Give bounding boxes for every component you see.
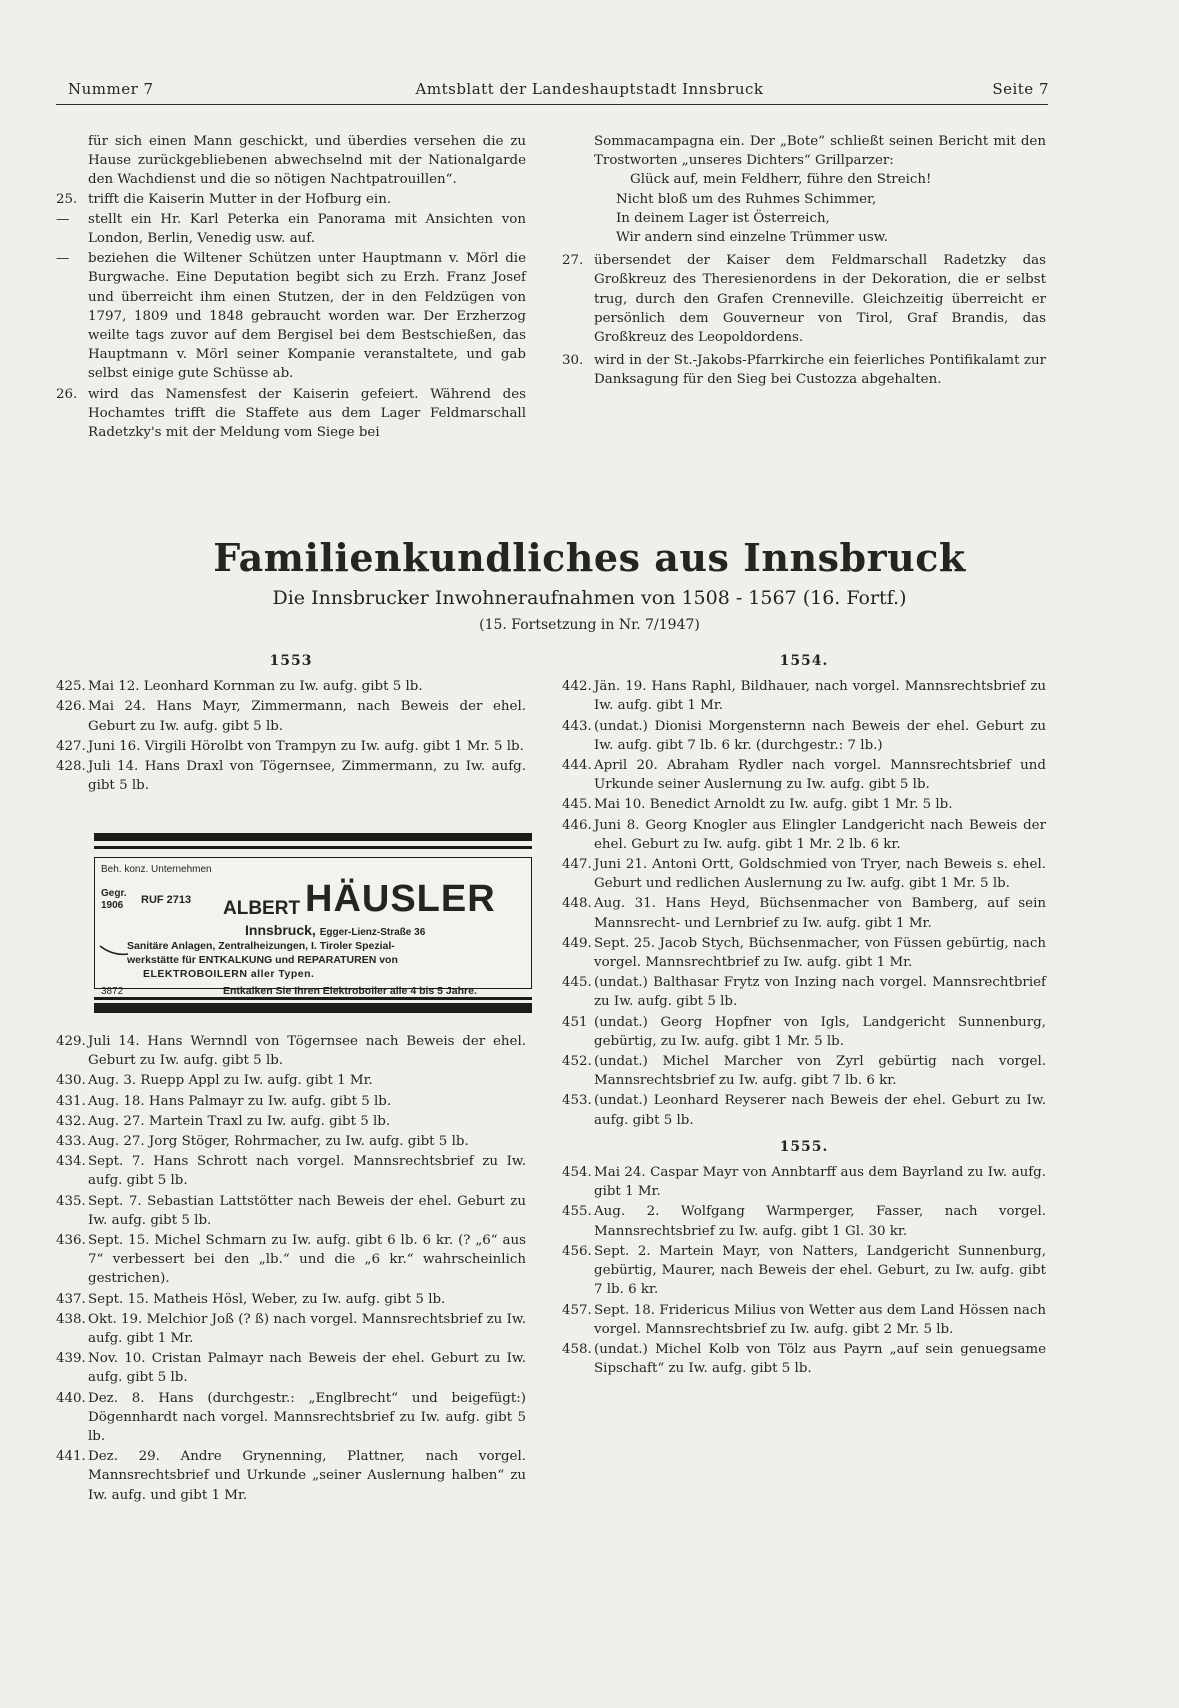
- entry-text: (undat.) Georg Hopfner von Igls, Landgericht Sunnenburg, gebürtig, zu Iw. aufg. gibt 1 Mr. 5 lb.: [594, 1014, 1046, 1049]
- intro-paragraph: Sommacampagna ein. Der „Bote“ schließt seinen Bericht mit den Trostworten „unseres Dichters“ Grillparzer:: [594, 134, 1046, 169]
- entry-number: 428.: [56, 759, 86, 775]
- register-entry: [562, 973, 1046, 1011]
- entry-number: 439.: [56, 1351, 86, 1367]
- entry-number: 458.: [562, 1341, 592, 1357]
- poem-line: In deinem Lager ist Österreich,: [616, 210, 830, 226]
- register-entry: [56, 1152, 526, 1190]
- entry-text: Aug. 18. Hans Palmayr zu Iw. aufg. gibt 5 lb.: [88, 1093, 392, 1109]
- poem-line: Glück auf, mein Feldherr, führe den Streich!: [630, 172, 932, 188]
- register-entry: [562, 1202, 1046, 1240]
- entry-number: 25.: [56, 191, 78, 207]
- entry-number: 430.: [56, 1073, 86, 1089]
- entry-text: Mai 10. Benedict Arnoldt zu Iw. aufg. gibt 1 Mr. 5 lb.: [594, 797, 953, 813]
- entry-number: 445.: [562, 975, 592, 991]
- ad-company-type: Beh. konz. Unternehmen: [101, 864, 212, 875]
- register-entry: [562, 855, 1046, 893]
- entry-text: Aug. 27. Martein Traxl zu Iw. aufg. gibt 5 lb.: [88, 1113, 391, 1129]
- year-heading: 1555.: [779, 1138, 829, 1155]
- entry-number: 445.: [562, 797, 592, 813]
- register-entry: [56, 1192, 526, 1230]
- entry-text: Aug. 31. Hans Heyd, Büchsenmacher von Bamberg, auf sein Mannsrecht- und Lernbrief zu Iw. aufg. gibt 1 Mr.: [594, 896, 1046, 931]
- register-entry: [56, 1032, 526, 1070]
- poem-line: Wir andern sind einzelne Trümmer usw.: [616, 230, 888, 246]
- entry-number: 453.: [562, 1093, 592, 1109]
- entry-text: Dez. 29. Andre Grynenning, Plattner, nach vorgel. Mannsrechtsbrief und Urkunde „seiner Auslernung halben“ zu Iw. aufg. und gibt 1 Mr.: [88, 1449, 526, 1503]
- entry-text: Okt. 19. Melchior Joß (? ß) nach vorgel. Mannsrechtsbrief zu Iw. aufg. gibt 1 Mr.: [88, 1311, 526, 1347]
- register-entry: [56, 1231, 526, 1289]
- entry-text: trifft die Kaiserin Mutter in der Hofburg ein.: [88, 191, 392, 207]
- lower-right-column: [562, 646, 1046, 1379]
- register-entry: [562, 1091, 1046, 1129]
- entry-text: Sept. 15. Michel Schmarn zu Iw. aufg. gibt 6 lb. 6 kr. (? „6“ aus 7“ verbessert bei den „lb.“ und die „6 kr.“ wahrscheinlich gestrichen).: [88, 1233, 526, 1287]
- ad-street: Egger-Lienz-Straße 36: [319, 927, 426, 938]
- ad-name-last: HÄUSLER: [305, 878, 496, 920]
- entry-number: 442.: [562, 679, 592, 695]
- entry-number: 27.: [562, 253, 584, 269]
- register-entry: [562, 717, 1046, 755]
- entry-number: 440.: [56, 1390, 86, 1406]
- ad-swoosh-icon: [99, 944, 129, 956]
- ad-bar-top-thin: [94, 846, 532, 849]
- chronicle-entry: [56, 385, 526, 443]
- register-entry: [56, 1349, 526, 1387]
- ad-bar-bottom: [94, 1003, 532, 1013]
- chronicle-entry: [562, 351, 1046, 389]
- entry-number: 437.: [56, 1291, 86, 1307]
- entry-number: 454.: [562, 1165, 592, 1181]
- entry-text: Dez. 8. Hans (durchgestr.: „Englbrecht“ und beigefügt:) Dögennhardt nach vorgel. Mannsrechtsbrief zu Iw. aufg. gibt 5 lb.: [88, 1390, 526, 1445]
- lower-left-column-b: [56, 1032, 526, 1506]
- register-entry: [562, 756, 1046, 794]
- page-header-left: Nummer 7: [68, 80, 154, 98]
- entry-number: 426.: [56, 699, 86, 715]
- entry-number: 431.: [56, 1093, 86, 1109]
- register-entry: [56, 1132, 526, 1151]
- advertisement: [94, 833, 532, 1013]
- register-entry: [56, 737, 526, 756]
- entry-number: 30.: [562, 353, 584, 369]
- entry-text: (undat.) Dionisi Morgensternn nach Beweis der ehel. Geburt zu Iw. aufg. gibt 7 lb. 6 kr. (durchgestr.: 7 lb.): [594, 718, 1046, 753]
- entry-number: 441.: [56, 1449, 86, 1465]
- entry-number: 452.: [562, 1054, 592, 1070]
- entry-number: 434.: [56, 1154, 86, 1170]
- entry-number: 429.: [56, 1034, 86, 1049]
- ad-name-first: ALBERT: [223, 898, 301, 919]
- entry-number: 432.: [56, 1113, 86, 1129]
- entry-number: 438.: [56, 1311, 86, 1327]
- section-note: (15. Fortsetzung in Nr. 7/1947): [479, 617, 700, 633]
- entry-list: [56, 677, 526, 795]
- register-entry: [56, 757, 526, 795]
- ad-phone: RUF 2713: [141, 894, 192, 906]
- entry-text: Mai 12. Leonhard Kornman zu Iw. aufg. gibt 5 lb.: [88, 679, 423, 695]
- register-entry: [562, 934, 1046, 972]
- intro-paragraph: für sich einen Mann geschickt, und überdies versehen die zu Hause zurückgebliebenen abwechselnd mit der Nationalgarde den Wachdienst und die so nötigen Nachtpatrouillen“.: [88, 134, 526, 188]
- entry-text: April 20. Abraham Rydler nach vorgel. Mannsrechtsbrief und Urkunde seiner Auslernung zu Iw. aufg. gibt 5 lb.: [594, 758, 1046, 793]
- ad-bar-bottom-thin: [94, 997, 532, 1000]
- register-entry: [562, 1052, 1046, 1090]
- register-entry: [562, 1340, 1046, 1378]
- entry-number: 456.: [562, 1243, 592, 1259]
- register-entry: [56, 1389, 526, 1447]
- entry-number: 433.: [56, 1134, 86, 1150]
- register-entry: [56, 697, 526, 735]
- poem-line: Nicht bloß um des Ruhmes Schimmer,: [616, 191, 877, 207]
- entry-number: 446.: [562, 817, 592, 833]
- register-entry: [562, 795, 1046, 814]
- register-entry: [56, 1112, 526, 1131]
- year-heading: 1553: [269, 653, 313, 669]
- header-rule: [56, 104, 1048, 105]
- entry-text: Sept. 2. Martein Mayr, von Natters, Landgericht Sunnenburg, gebürtig, Maurer, nach Beweis der ehel. Geburt, zu Iw. aufg. gibt 7 lb. 6 kr.: [594, 1243, 1046, 1298]
- register-entry: [56, 1092, 526, 1111]
- entry-number: 457.: [562, 1302, 592, 1318]
- entry-text: übersendet der Kaiser dem Feldmarschall Radetzky das Großkreuz des Theresienordens in der Dekoration, die er selbst trug, durch den Grafen Crenneville. Gleichzeitig überreicht er persönlich dem Gouverneur von Tirol, Graf Brandis, das Großkreuz des Leopoldordens.: [594, 253, 1046, 346]
- chronicle-entry: [56, 210, 526, 248]
- entry-number: 455.: [562, 1204, 592, 1220]
- entry-text: stellt ein Hr. Karl Peterka ein Panorama mit Ansichten von London, Berlin, Venedig usw. auf.: [88, 211, 526, 247]
- ad-bar-top: [94, 833, 532, 841]
- ad-code: 3872: [101, 986, 124, 997]
- top-left-column: [56, 132, 526, 443]
- register-entry: [562, 1163, 1046, 1201]
- ad-founded-year: 1906: [101, 900, 124, 911]
- entry-text: beziehen die Wiltener Schützen unter Hauptmann v. Mörl die Burgwache. Eine Deputation begibt sich zu Erzh. Franz Josef und überreicht ihm einen Stutzen, der in den Feldzügen von 1797, 1809 und 1848 gebraucht worden war. Der Erzherzog weilte tags zuvor auf dem Bergisel bei dem Bestschießen, das Hauptmann v. Mörl seiner Kompanie veranstaltete, und gab selbst einige gute Schüsse ab.: [88, 251, 526, 382]
- entry-text: (undat.) Balthasar Frytz von Inzing nach vorgel. Mannsrechtbrief zu Iw. aufg. gibt 5 lb.: [594, 975, 1046, 1010]
- entry-number: 451: [562, 1014, 588, 1030]
- entry-number: 443.: [562, 718, 592, 734]
- top-right-column: [562, 132, 1046, 391]
- register-entry: [562, 1013, 1046, 1051]
- entry-text: Juni 8. Georg Knogler aus Elingler Landgericht nach Beweis der ehel. Geburt zu Iw. aufg. gibt 1 Mr. 2 lb. 6 kr.: [594, 817, 1046, 852]
- entry-text: Sept. 15. Matheis Hösl, Weber, zu Iw. aufg. gibt 5 lb.: [88, 1291, 446, 1307]
- register-entry: [562, 677, 1046, 715]
- entry-text: Juli 14. Hans Wernndl von Tögernsee nach Beweis der ehel. Geburt zu Iw. aufg. gibt 5 lb.: [88, 1034, 526, 1069]
- entry-text: Aug. 27. Jorg Stöger, Rohrmacher, zu Iw. aufg. gibt 5 lb.: [88, 1134, 469, 1150]
- ad-city-name: Innsbruck,: [245, 922, 316, 938]
- section-subtitle: Die Innsbrucker Inwohneraufnahmen von 1508 - 1567 (16. Fortf.): [272, 587, 907, 609]
- ad-city: [245, 922, 425, 938]
- entry-text: Aug. 3. Ruepp Appl zu Iw. aufg. gibt 1 Mr.: [88, 1073, 373, 1089]
- entry-number: 449.: [562, 935, 592, 951]
- register-entry: [56, 1071, 526, 1090]
- entry-number: 427.: [56, 738, 86, 754]
- register-entry: [562, 816, 1046, 854]
- section-title: Familienkundliches aus Innsbruck: [213, 535, 966, 580]
- entry-number: 425.: [56, 679, 86, 695]
- entry-list: [562, 677, 1046, 1130]
- entry-text: wird das Namensfest der Kaiserin gefeiert. Während des Hochamtes trifft die Staffete aus dem Lager Feldmarschall Radetzky's mit der Meldung vom Siege bei: [88, 386, 526, 441]
- entry-text: (undat.) Michel Kolb von Tölz aus Payrn „auf sein genuegsame Sipschaft“ zu Iw. aufg. gibt 5 lb.: [594, 1341, 1046, 1377]
- entry-number: —: [56, 211, 70, 227]
- entry-text: Juli 14. Hans Draxl von Tögernsee, Zimmermann, zu Iw. aufg. gibt 5 lb.: [88, 759, 526, 794]
- lower-left-column-a: [56, 646, 526, 796]
- entry-number: 26.: [56, 386, 78, 402]
- register-entry: [562, 1242, 1046, 1300]
- entry-text: wird in der St.-Jakobs-Pfarrkirche ein feierliches Pontifikalamt zur Danksagung für den Sieg bei Custozza abgehalten.: [594, 353, 1046, 388]
- entry-number: 447.: [562, 857, 592, 873]
- entry-number: 435.: [56, 1193, 86, 1209]
- page-header-title: Amtsblatt der Landeshauptstadt Innsbruck: [415, 80, 764, 98]
- entry-number: 444.: [562, 758, 592, 774]
- entry-text: Nov. 10. Cristan Palmayr nach Beweis der ehel. Geburt zu Iw. aufg. gibt 5 lb.: [88, 1351, 526, 1386]
- entry-number: 436.: [56, 1233, 86, 1249]
- register-entry: [562, 894, 1046, 932]
- ad-slogan: Entkalken Sie Ihren Elektroboiler alle 4 bis 5 Jahre.: [223, 985, 477, 997]
- chronicle-entry: [56, 249, 526, 383]
- ad-line-2: werkstätte für ENTKALKUNG und REPARATUREN von: [127, 954, 398, 966]
- entry-text: Aug. 2. Wolfgang Warmperger, Fasser, nach vorgel. Mannsrechtsbrief zu Iw. aufg. gibt 1 Gl. 30 kr.: [594, 1204, 1046, 1239]
- register-entry: [56, 1310, 526, 1348]
- entry-text: Juni 16. Virgili Hörolbt von Trampyn zu Iw. aufg. gibt 1 Mr. 5 lb.: [88, 738, 524, 754]
- entry-text: Sept. 7. Hans Schrott nach vorgel. Mannsrechtsbrief zu Iw. aufg. gibt 5 lb.: [88, 1154, 526, 1189]
- entry-text: Sept. 25. Jacob Stych, Büchsenmacher, von Füssen gebürtig, nach vorgel. Mannsrechtbrief zu Iw. aufg. gibt 1 Mr.: [594, 935, 1046, 971]
- entry-text: Mai 24. Hans Mayr, Zimmermann, nach Beweis der ehel. Geburt zu Iw. aufg. gibt 5 lb.: [88, 699, 526, 734]
- register-entry: [56, 677, 526, 696]
- entry-text: Juni 21. Antoni Ortt, Goldschmied von Tryer, nach Beweis s. ehel. Geburt und redlichen Auslernung zu Iw. aufg. gibt 1 Mr. 5 lb.: [594, 857, 1046, 892]
- chronicle-entry: [56, 190, 526, 209]
- entry-text: Sept. 7. Sebastian Lattstötter nach Beweis der ehel. Geburt zu Iw. aufg. gibt 5 lb.: [88, 1193, 526, 1228]
- entry-text: (undat.) Michel Marcher von Zyrl gebürtig nach vorgel. Mannsrechtsbrief zu Iw. aufg. gibt 7 lb. 6 kr.: [594, 1054, 1046, 1089]
- page-header-right: Seite 7: [992, 80, 1049, 98]
- chronicle-entry: [562, 251, 1046, 347]
- entry-text: Sept. 18. Fridericus Milius von Wetter aus dem Land Hössen nach vorgel. Mannsrechtsbrief zu Iw. aufg. gibt 2 Mr. 5 lb.: [594, 1302, 1046, 1337]
- entry-text: (undat.) Leonhard Reyserer nach Beweis der ehel. Geburt zu Iw. aufg. gibt 5 lb.: [594, 1093, 1046, 1128]
- register-entry: [56, 1447, 526, 1505]
- ad-line-1: Sanitäre Anlagen, Zentralheizungen, I. Tiroler Spezial-: [127, 940, 395, 952]
- entry-number: 448.: [562, 896, 592, 912]
- ad-box: [94, 857, 532, 997]
- ad-founded-label: Gegr.: [101, 888, 127, 899]
- entry-number: —: [56, 251, 70, 267]
- register-entry: [562, 1301, 1046, 1339]
- entry-text: Jän. 19. Hans Raphl, Bildhauer, nach vorgel. Mannsrechtsbrief zu Iw. aufg. gibt 1 Mr.: [594, 679, 1046, 714]
- year-heading: 1554.: [779, 653, 829, 669]
- entry-text: Mai 24. Caspar Mayr von Annbtarff aus dem Bayrland zu Iw. aufg. gibt 1 Mr.: [594, 1165, 1046, 1200]
- ad-line-3: ELEKTROBOILERN aller Typen.: [143, 968, 315, 980]
- entry-list: [562, 1163, 1046, 1378]
- register-entry: [56, 1290, 526, 1309]
